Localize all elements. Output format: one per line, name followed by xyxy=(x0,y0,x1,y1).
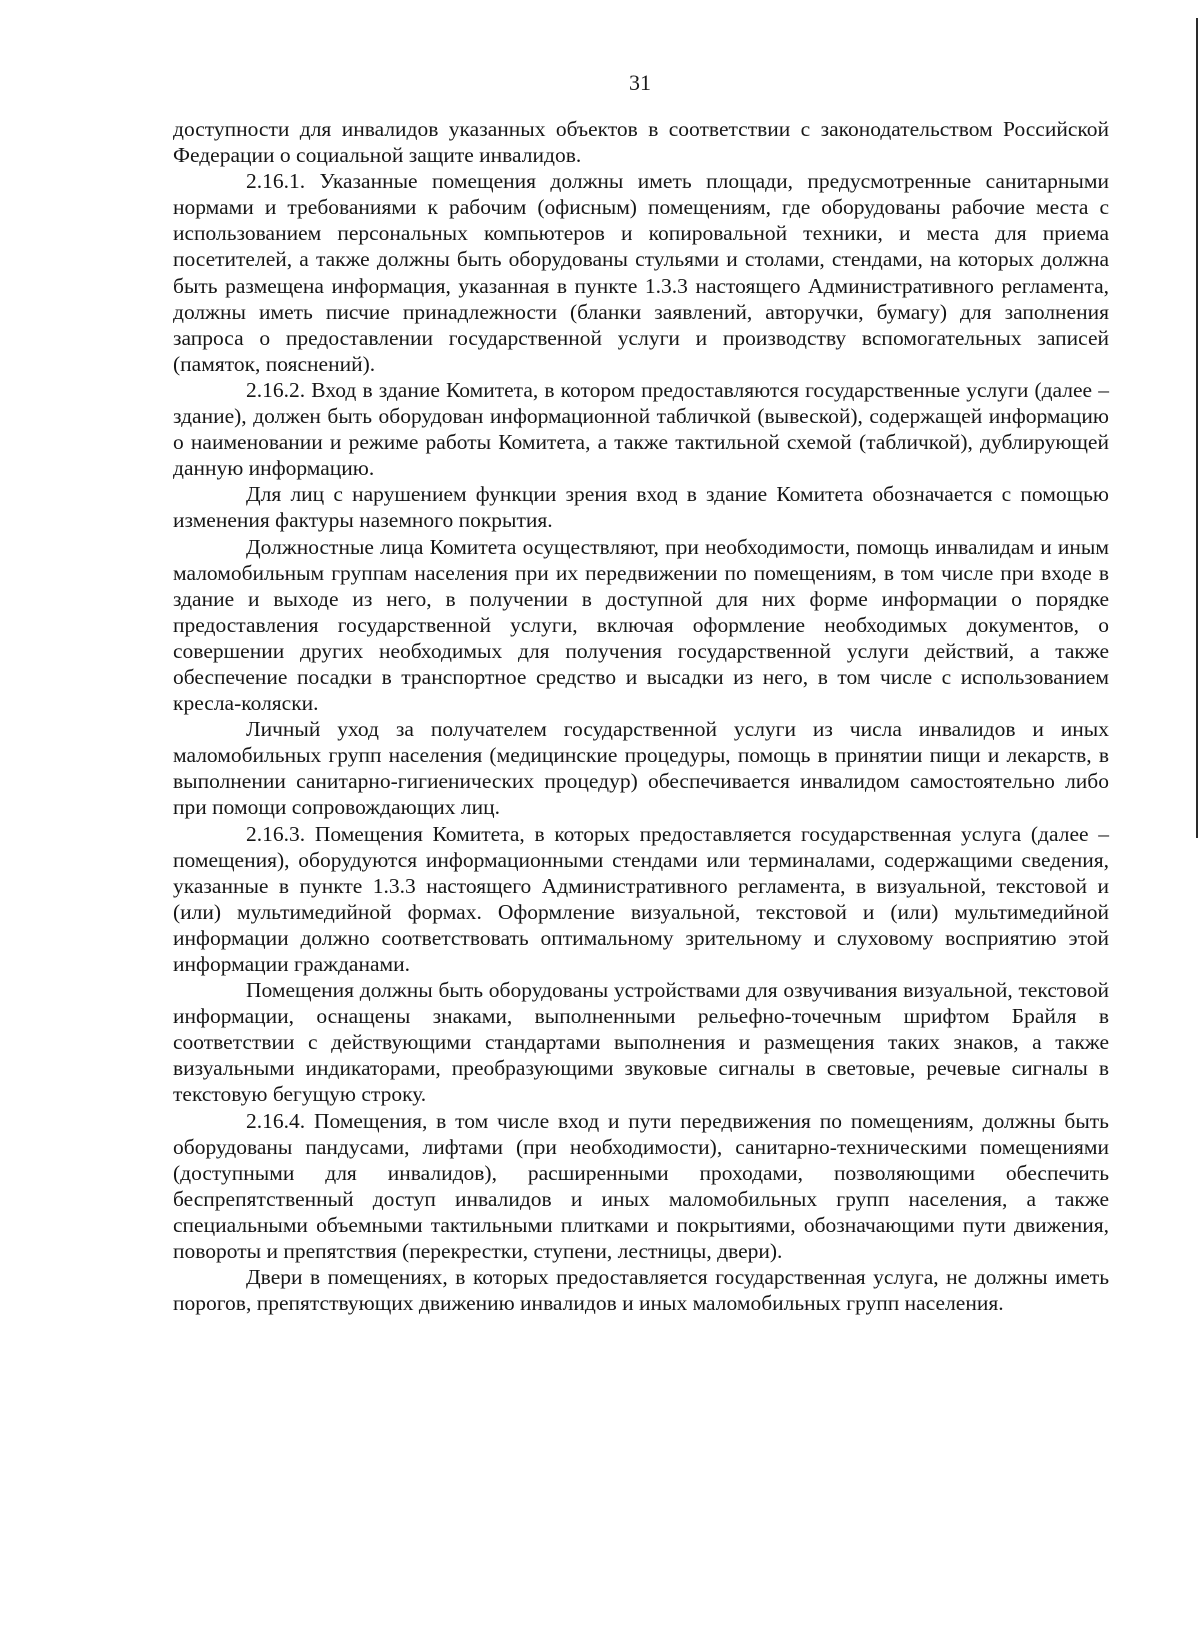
paragraph: доступности для инвалидов указанных объектов в соответствии с законодательством Российской Федерации о социальной защите инвалидов. xyxy=(173,117,1109,168)
paragraph: 2.16.4. Помещения, в том числе вход и пути передвижения по помещениям, должны быть оборудованы пандусами, лифтами (при необходимости), санитарно-техническими помещениями (доступными для инвалидов), расширенными проходами, позволяющими обеспечить беспрепятственный доступ инвалидов и иных маломобильных групп населения, а также специальными объемными тактильными плитками и покрытиями, обозначающими пути движения, повороты и препятствия (перекрестки, ступени, лестницы, двери). xyxy=(173,1108,1109,1264)
page-number: 31 xyxy=(629,70,651,95)
body-text xyxy=(173,116,1109,1316)
paragraph: 2.16.1. Указанные помещения должны иметь площади, предусмотренные санитарными нормами и требованиями к рабочим (офисным) помещениям, где оборудованы рабочие места с использованием персональных компьютеров и копировальной техники, и места для приема посетителей, а также должны быть оборудованы стульями и столами, стендами, на которых должна быть размещена информация, указанная в пункте 1.3.3 настоящего Административного регламента, должны иметь писчие принадлежности (бланки заявлений, авторучки, бумагу) для заполнения запроса о предоставлении государственной услуги и производству вспомогательных записей (памяток, пояснений). xyxy=(173,169,1109,376)
scan-edge-line xyxy=(1196,18,1198,838)
paragraph: Помещения должны быть оборудованы устройствами для озвучивания визуальной, текстовой информации, оснащены знаками, выполненными рельефно-точечным шрифтом Брайля в соответствии с действующими стандартами выполнения и размещения таких знаков, а также визуальными индикаторами, преобразующими звуковые сигналы в световые, речевые сигналы в текстовую бегущую строку. xyxy=(173,978,1109,1107)
paragraph: Личный уход за получателем государственной услуги из числа инвалидов и иных маломобильных групп населения (медицинские процедуры, помощь в принятии пищи и лекарств, в выполнении санитарно-гигиенических процедур) обеспечивается инвалидом самостоятельно либо при помощи сопровождающих лиц. xyxy=(173,717,1109,820)
paragraph: 2.16.3. Помещения Комитета, в которых предоставляется государственная услуга (далее – помещения), оборудуются информационными стендами или терминалами, содержащими сведения, указанные в пункте 1.3.3 настоящего Административного регламента, в визуальной, текстовой и (или) мультимедийной формах. Оформление визуальной, текстовой и (или) мультимедийной информации должно соответствовать оптимальному зрительному и слуховому восприятию этой информации гражданами. xyxy=(173,821,1109,976)
paragraph: Для лиц с нарушением функции зрения вход в здание Комитета обозначается с помощью изменения фактуры наземного покрытия. xyxy=(173,482,1109,533)
paragraph: Двери в помещениях, в которых предоставляется государственная услуга, не должны иметь порогов, препятствующих движению инвалидов и иных маломобильных групп населения. xyxy=(173,1265,1109,1316)
paragraph: 2.16.2. Вход в здание Комитета, в котором предоставляются государственные услуги (далее – здание), должен быть оборудован информационной табличкой (вывеской), содержащей информацию о наименовании и режиме работы Комитета, а также тактильной схемой (табличкой), дублирующей данную информацию. xyxy=(173,377,1109,481)
paragraph: Должностные лица Комитета осуществляют, при необходимости, помощь инвалидам и иным маломобильным группам населения при их передвижении по помещениям, в том числе при входе в здание и выходе из него, в получении в доступной для них форме информации о порядке предоставления государственной услуги, включая оформление необходимых документов, о совершении других необходимых для получения государственной услуги действий, а также обеспечение посадки в транспортное средство и высадки из него, в том числе с использованием кресла-коляски. xyxy=(173,534,1109,716)
